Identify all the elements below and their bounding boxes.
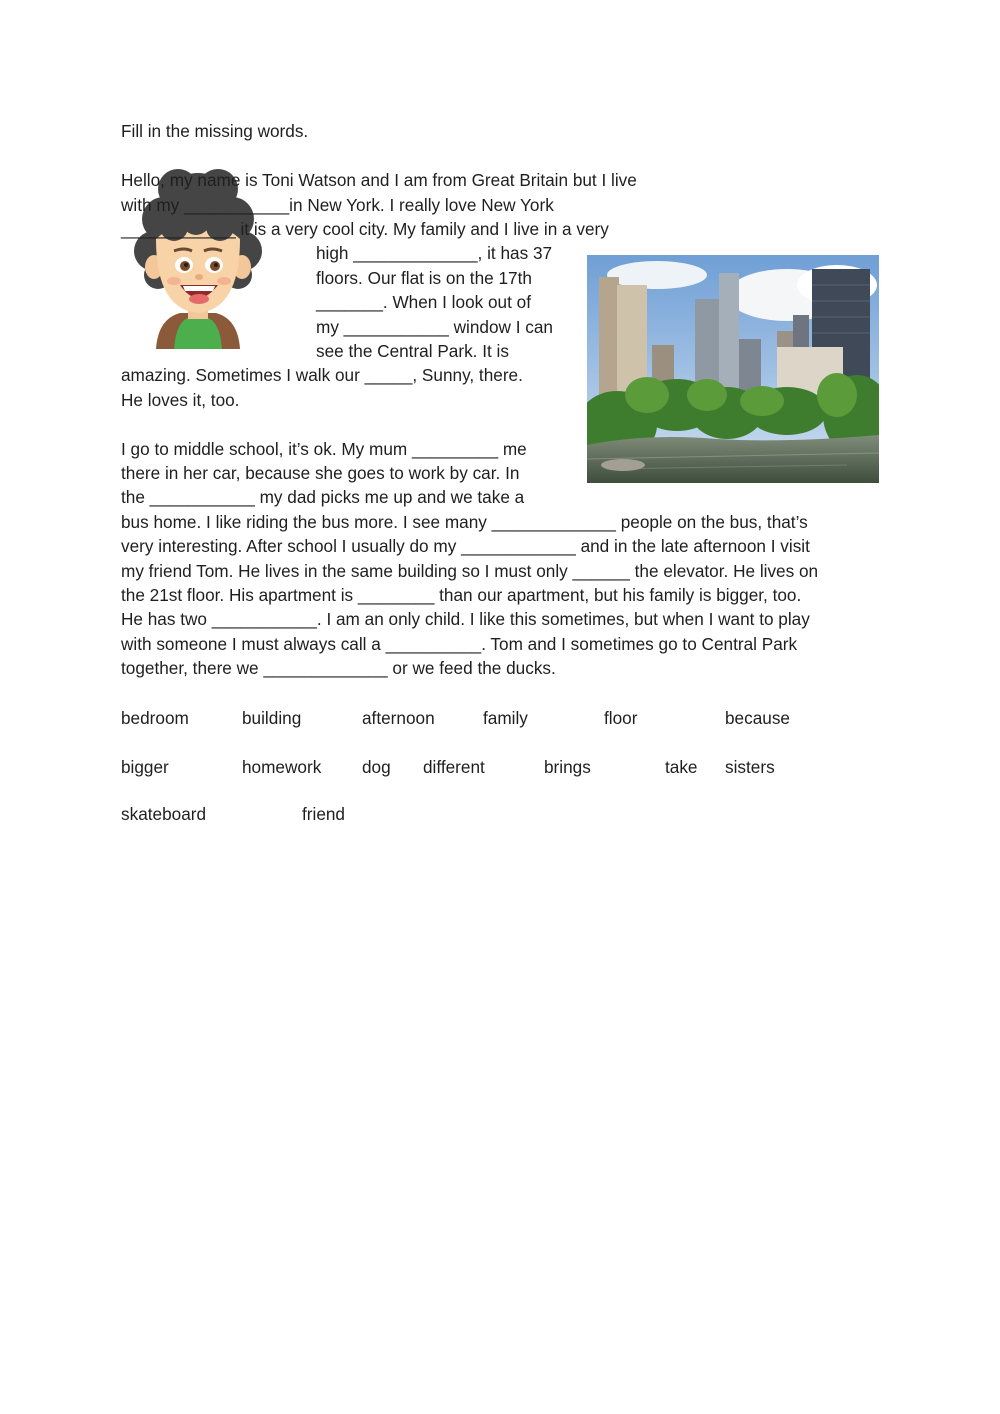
word-bank-item: take bbox=[665, 757, 698, 777]
word-bank-item: brings bbox=[544, 757, 591, 777]
word-bank-item: bedroom bbox=[121, 708, 189, 728]
story-line: amazing. Sometimes I walk our _____, Sunny, there. bbox=[121, 365, 523, 385]
story-line: the ___________ my dad picks me up and we take a bbox=[121, 487, 525, 507]
story-line: with my ___________in New York. I really love New York bbox=[121, 195, 554, 215]
story-line: the 21st floor. His apartment is ________ than our apartment, but his family is bigger, too. bbox=[121, 585, 802, 605]
story-line: bus home. I like riding the bus more. I see many _____________ people on the bus, that’s bbox=[121, 512, 808, 532]
story-line: _______. When I look out of bbox=[316, 292, 531, 312]
story-line: my friend Tom. He lives in the same building so I must only ______ the elevator. He lives on bbox=[121, 561, 819, 581]
story-line: very interesting. After school I usually do my ____________ and in the late afternoon I visit bbox=[121, 536, 810, 556]
instruction: Fill in the missing words. bbox=[121, 121, 309, 141]
word-bank-item: family bbox=[483, 708, 528, 728]
story-line: my ___________ window I can bbox=[316, 317, 553, 337]
word-bank-item: because bbox=[725, 708, 790, 728]
word-bank-item: building bbox=[242, 708, 302, 728]
word-bank-item: floor bbox=[604, 708, 638, 728]
story-line: Hello, my name is Toni Watson and I am from Great Britain but I live bbox=[121, 170, 637, 190]
story-line: together, there we _____________ or we feed the ducks. bbox=[121, 658, 556, 678]
story-line: floors. Our flat is on the 17th bbox=[316, 268, 532, 288]
word-bank-item: homework bbox=[242, 757, 322, 777]
story-line: see the Central Park. It is bbox=[316, 341, 509, 361]
story-line: ____________ it is a very cool city. My family and I live in a very bbox=[121, 219, 609, 239]
story-line: He loves it, too. bbox=[121, 390, 240, 410]
word-bank-item: skateboard bbox=[121, 804, 207, 824]
story-line: high _____________, it has 37 bbox=[316, 243, 553, 263]
story-line: He has two ___________. I am an only child. I like this sometimes, but when I want to play bbox=[121, 609, 810, 629]
story-line: there in her car, because she goes to work by car. In bbox=[121, 463, 520, 483]
word-bank-item: different bbox=[423, 757, 485, 777]
story-line: with someone I must always call a __________. Tom and I sometimes go to Central Park bbox=[121, 634, 798, 654]
word-bank-item: friend bbox=[302, 804, 345, 824]
word-bank-item: dog bbox=[362, 757, 391, 777]
story-line: I go to middle school, it’s ok. My mum _________ me bbox=[121, 439, 527, 459]
central-park-photo bbox=[587, 255, 879, 483]
word-bank-item: afternoon bbox=[362, 708, 435, 728]
word-bank-item: bigger bbox=[121, 757, 169, 777]
word-bank-item: sisters bbox=[725, 757, 775, 777]
